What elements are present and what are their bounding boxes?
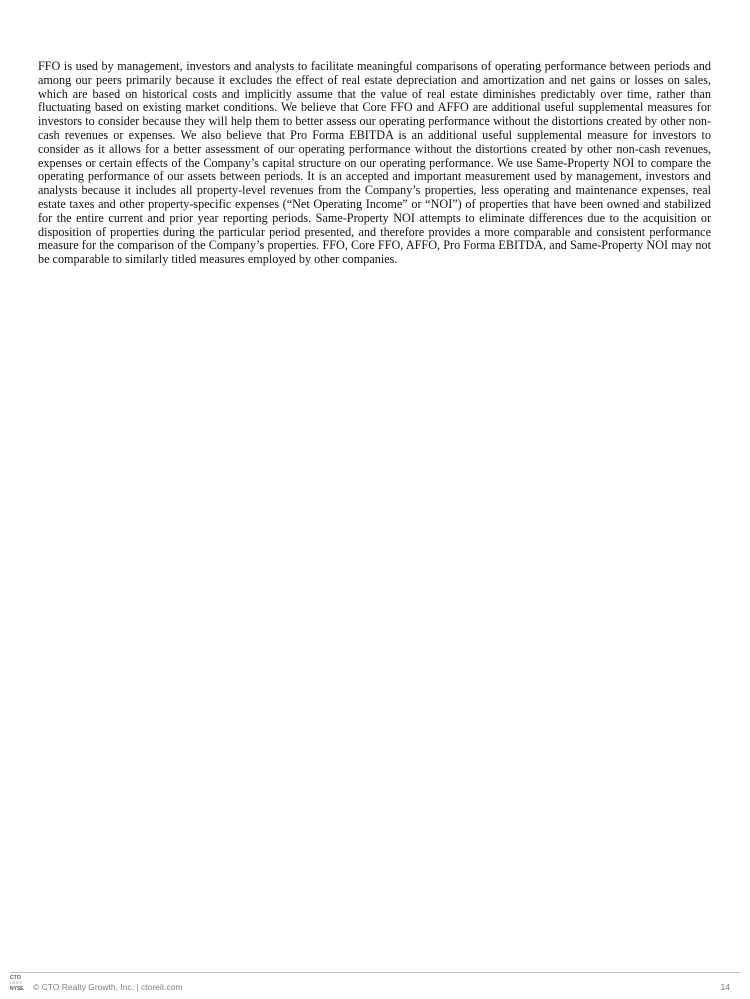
body-paragraph: FFO is used by management, investors and analysts to facilitate meaningful comparisons of operating performance between periods and among our peers primarily because it excludes the effect of real estate depreciation and amortization and net gains or losses on sales, which are based on historical costs and implicitly assume that the value of real estate diminishes predictably over time, rather than fluctuating based on existing market conditions. We believe that Core FFO and AFFO are additional useful supplemental measures for investors to consider because they will help them to better assess our operating performance without the distortions created by other non-cash revenues or expenses. We also believe that Pro Forma EBITDA is an additional useful supplemental measure for investors to consider as it allows for a better assessment of our operating performance without the distortions created by other non-cash revenues, expenses or certain effects of the Company’s capital structure on our operating performance. We use Same-Property NOI to compare the operating performance of our assets between periods. It is an accepted and important measurement used by management, investors and analysts because it includes all property-level revenues from the Company’s properties, less operating and maintenance expenses, real estate taxes and other property-specific expenses (“Net Operating Income” or “NOI”) of properties that have been owned and stabilized for the entire current and prior year reporting periods. Same-Property NOI attempts to eliminate differences due to the acquisition or disposition of properties during the particular period presented, and therefore provides a more comparable and consistent performance measure for the comparison of the Company’s properties. FFO, Core FFO, AFFO, Pro Forma EBITDA, and Same-Property NOI may not be comparable to similarly titled measures employed by other companies.	[38, 59, 711, 267]
footer-copyright: © CTO Realty Growth, Inc. | ctoreit.com	[33, 982, 183, 992]
cto-nyse-logo	[10, 976, 30, 996]
footer-divider	[10, 972, 740, 973]
logo-exchange: NYSE	[10, 985, 24, 992]
page-footer	[10, 976, 730, 998]
logo-listed: LISTED	[10, 981, 23, 985]
logo-ticker: CTO	[10, 975, 22, 981]
page-number: 14	[720, 982, 730, 992]
